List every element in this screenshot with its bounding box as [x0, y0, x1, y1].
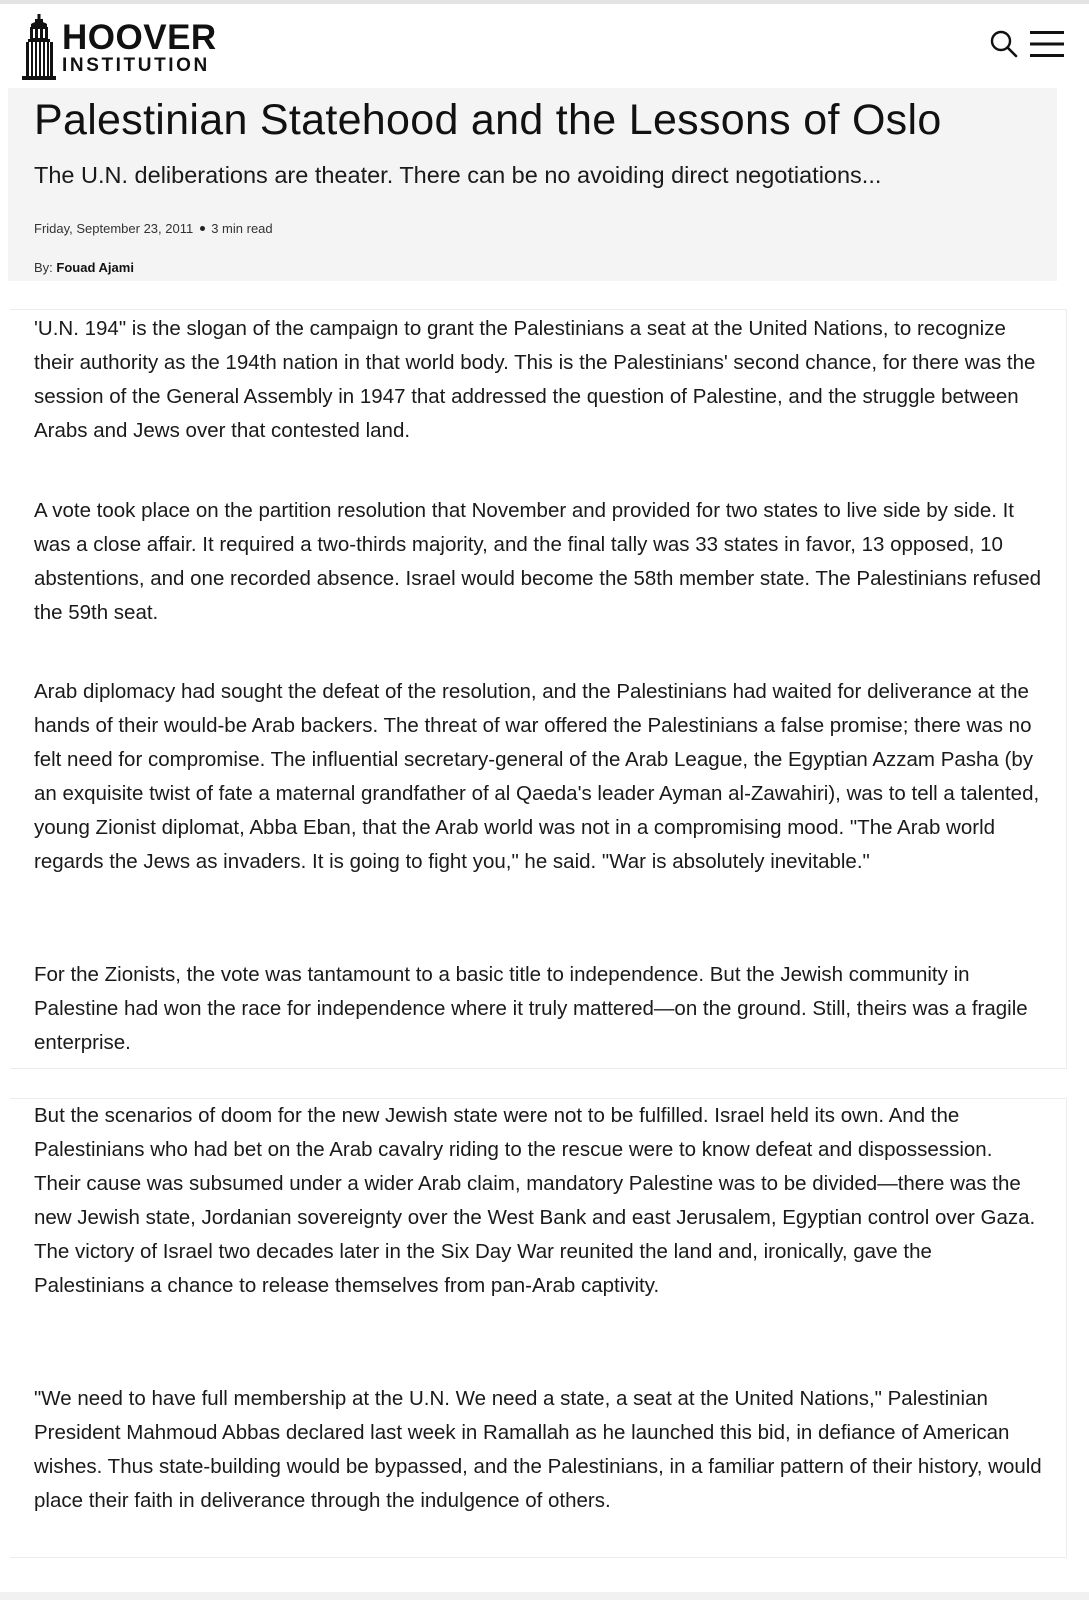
- article-subtitle: The U.N. deliberations are theater. There can be no avoiding direct negotiations...: [34, 162, 882, 188]
- logo-wordmark: [62, 17, 217, 76]
- hoover-logo[interactable]: [22, 14, 217, 80]
- hoover-tower-icon: [22, 14, 56, 80]
- site-header: [0, 4, 1089, 88]
- bottom-divider: [0, 1592, 1089, 1600]
- author-link[interactable]: Fouad Ajami: [56, 260, 134, 275]
- article-paragraph: Arab diplomacy had sought the defeat of the resolution, and the Palestinians had waited for deliverance at the hands of their would-be Arab backers. The threat of war offered the Palestinians a false promise; there was no felt need for compromise. The influential secretary-general of the Arab League, the Egyptian Azzam Pasha (by an exquisite twist of fate a maternal grandfather of al Qaeda's leader Ayman al-Zawahiri), was to tell a talented, young Zionist diplomat, Abba Eban, that the Arab world was not in a compromising mood. "The Arab world regards the Jews as invaders. It is going to fight you," he said. "War is absolutely inevitable.": [34, 680, 1040, 873]
- byline-label: By:: [34, 260, 53, 275]
- meta-separator: [200, 226, 205, 231]
- search-icon[interactable]: [989, 29, 1019, 59]
- article-header: [8, 88, 1057, 281]
- logo-subname: INSTITUTION: [62, 54, 210, 76]
- article-paragraph: But the scenarios of doom for the new Jewish state were not to be fulfilled. Israel held its own. And the Palestinians who had bet on the Arab cavalry riding to the rescue were to know defeat and dispossession. Their cause was subsumed under a wider Arab claim, mandatory Palestine was to be divided—there was the new Jewish state, Jordanian sovereignty over the West Bank and east Jerusalem, Egyptian control over Gaza. The victory of Israel two decades later in the Six Day War reunited the land and, ironically, gave the Palestinians a chance to release themselves from pan-Arab captivity.: [34, 1104, 1036, 1297]
- read-time: 3 min read: [211, 221, 273, 236]
- article-meta: [34, 221, 273, 236]
- logo-name: HOOVER: [62, 17, 217, 57]
- article-paragraph: For the Zionists, the vote was tantamount to a basic title to independence. But the Jewish community in Palestine had won the race for independence where it truly mattered—on the ground. Still, theirs was a fragile enterprise.: [34, 963, 1028, 1054]
- article-title: Palestinian Statehood and the Lessons of Oslo: [34, 96, 942, 144]
- publish-date: Friday, September 23, 2011: [34, 221, 194, 236]
- article-body-section: [10, 1098, 1067, 1558]
- header-actions: [989, 28, 1065, 60]
- article-paragraph: "We need to have full membership at the U.N. We need a state, a seat at the United Nations," Palestinian President Mahmoud Abbas declared last week in Ramallah as he launched this bid, in defiance of American wishes. Thus state-building would be bypassed, and the Palestinians, in a familiar pattern of their history, would place their faith in deliverance through the indulgence of others.: [34, 1387, 1042, 1512]
- menu-icon[interactable]: [1029, 28, 1065, 60]
- article-body-section: [10, 309, 1067, 1069]
- article-paragraph: A vote took place on the partition resolution that November and provided for two states to live side by side. It was a close affair. It required a two-thirds majority, and the final tally was 33 states in favor, 13 opposed, 10 abstentions, and one recorded absence. Israel would become the 58th member state. The Palestinians refused the 59th seat.: [34, 499, 1042, 624]
- article-paragraph: 'U.N. 194" is the slogan of the campaign to grant the Palestinians a seat at the United Nations, to recognize their authority as the 194th nation in that world body. This is the Palestinians' second chance, for there was the session of the General Assembly in 1947 that addressed the question of Palestine, and the struggle between Arabs and Jews over that contested land.: [34, 317, 1036, 442]
- byline: [34, 260, 134, 275]
